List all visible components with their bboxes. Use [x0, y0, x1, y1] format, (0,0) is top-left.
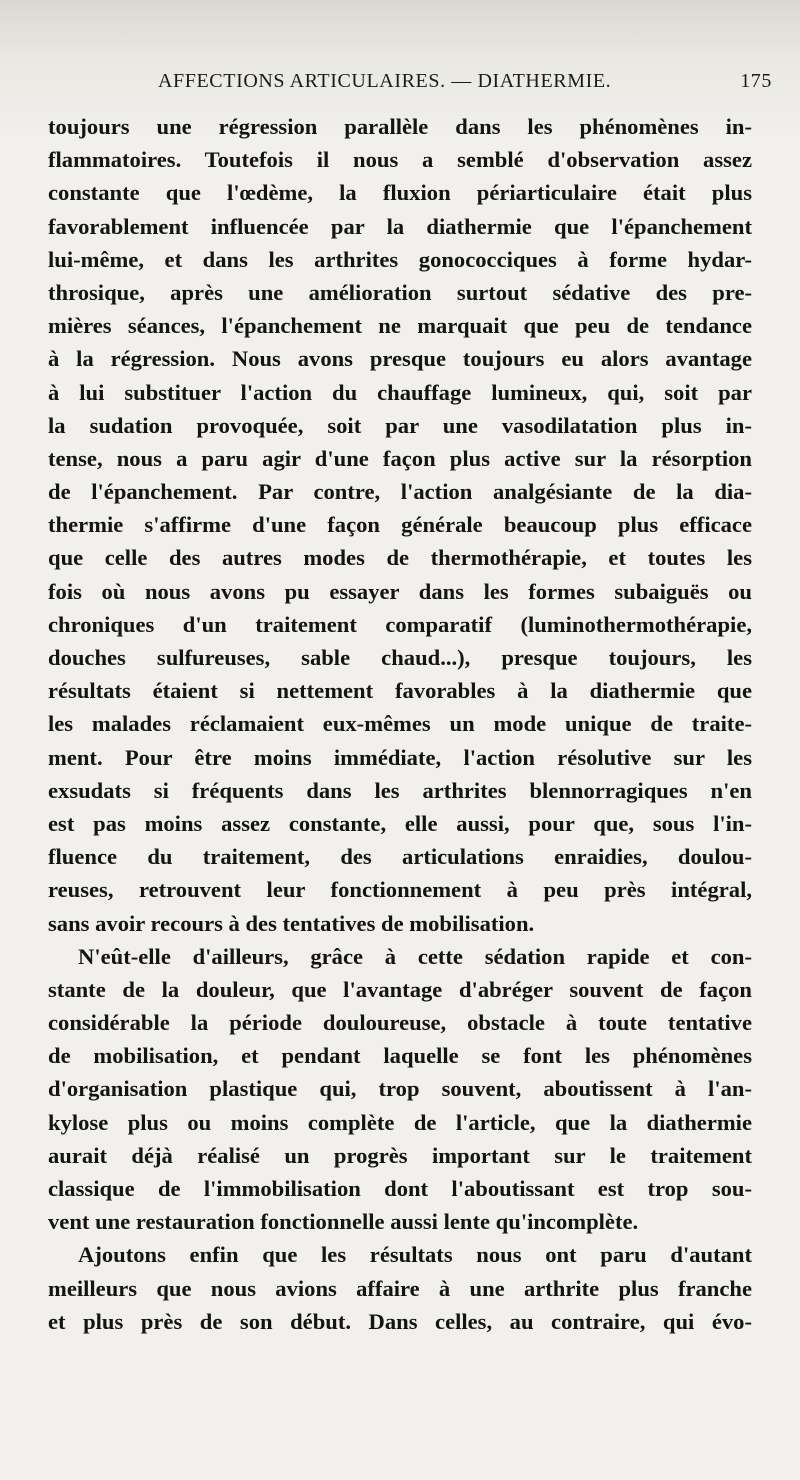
text-line: throsique, après une amélioration surtout sédative des pre-	[48, 279, 752, 305]
text-line: la sudation provoquée, soit par une vasodilatation plus in-	[48, 412, 752, 438]
body-text	[48, 110, 752, 1338]
text-line: sans avoir recours à des tentatives de mobilisation.	[48, 910, 535, 936]
text-line: résultats étaient si nettement favorables à la diathermie que	[48, 678, 752, 704]
text-line: les malades réclamaient eux-mêmes un mode unique de traite-	[48, 711, 752, 737]
running-header	[158, 64, 772, 98]
text-line: constante que l'œdème, la fluxion périarticulaire était plus	[48, 180, 752, 206]
text-line: d'organisation plastique qui, trop souvent, aboutissent à l'an-	[48, 1076, 752, 1102]
text-line: chroniques d'un traitement comparatif (luminothermothérapie,	[48, 611, 752, 637]
text-line: et plus près de son début. Dans celles, au contraire, qui évo-	[48, 1308, 752, 1334]
text-line: considérable la période douloureuse, obstacle à toute tentative	[48, 1010, 752, 1036]
paragraph-3	[48, 1238, 752, 1338]
text-line: tense, nous a paru agir d'une façon plus active sur la résorption	[48, 445, 752, 471]
text-line: lui-même, et dans les arthrites gonococciques à forme hydar-	[48, 246, 752, 272]
text-line: fluence du traitement, des articulations enraidies, doulou-	[48, 844, 752, 870]
text-line: classique de l'immobilisation dont l'aboutissant est trop sou-	[48, 1176, 752, 1201]
text-line: à la régression. Nous avons presque toujours eu alors avantage	[48, 346, 752, 372]
text-line: toujours une régression parallèle dans les phénomènes in-	[48, 114, 752, 139]
text-line: flammatoires. Toutefois il nous a semblé d'observation assez	[48, 147, 752, 173]
text-line: reuses, retrouvent leur fonctionnement à peu près intégral,	[48, 877, 752, 903]
paragraph-2	[48, 940, 752, 1239]
page-number: 175	[740, 70, 772, 92]
text-line: aurait déjà réalisé un progrès important sur le traitement	[48, 1142, 752, 1168]
text-line: thermie s'affirme d'une façon générale beaucoup plus efficace	[48, 512, 752, 538]
text-line: douches sulfureuses, sable chaud...), presque toujours, les	[48, 645, 752, 670]
text-line: que celle des autres modes de thermothérapie, et toutes les	[48, 545, 752, 571]
text-line: fois où nous avons pu essayer dans les formes subaiguës ou	[48, 578, 752, 604]
text-line: N'eût-elle d'ailleurs, grâce à cette sédation rapide et con-	[78, 943, 752, 969]
paragraph-1	[48, 110, 752, 940]
text-line: vent une restauration fonctionnelle aussi lente qu'incomplète.	[48, 1209, 639, 1235]
text-line: à lui substituer l'action du chauffage lumineux, qui, soit par	[48, 379, 752, 405]
text-line: favorablement influencée par la diathermie que l'épanchement	[48, 213, 752, 239]
text-line: Ajoutons enfin que les résultats nous ont paru d'autant	[78, 1242, 752, 1268]
text-line: de mobilisation, et pendant laquelle se font les phénomènes	[48, 1043, 752, 1069]
text-line: mières séances, l'épanchement ne marquait que peu de tendance	[48, 313, 752, 339]
text-line: est pas moins assez constante, elle aussi, pour que, sous l'in-	[48, 810, 752, 836]
running-title: AFFECTIONS ARTICULAIRES. — DIATHERMIE.	[158, 70, 612, 92]
text-line: kylose plus ou moins complète de l'article, que la diathermie	[48, 1109, 752, 1135]
text-line: de l'épanchement. Par contre, l'action analgésiante de la dia-	[48, 479, 752, 505]
text-line: ment. Pour être moins immédiate, l'action résolutive sur les	[48, 744, 752, 770]
text-line: stante de la douleur, que l'avantage d'abréger souvent de façon	[48, 976, 752, 1002]
text-line: exsudats si fréquents dans les arthrites blennorragiques n'en	[48, 777, 752, 803]
text-line: meilleurs que nous avions affaire à une arthrite plus franche	[48, 1275, 752, 1301]
